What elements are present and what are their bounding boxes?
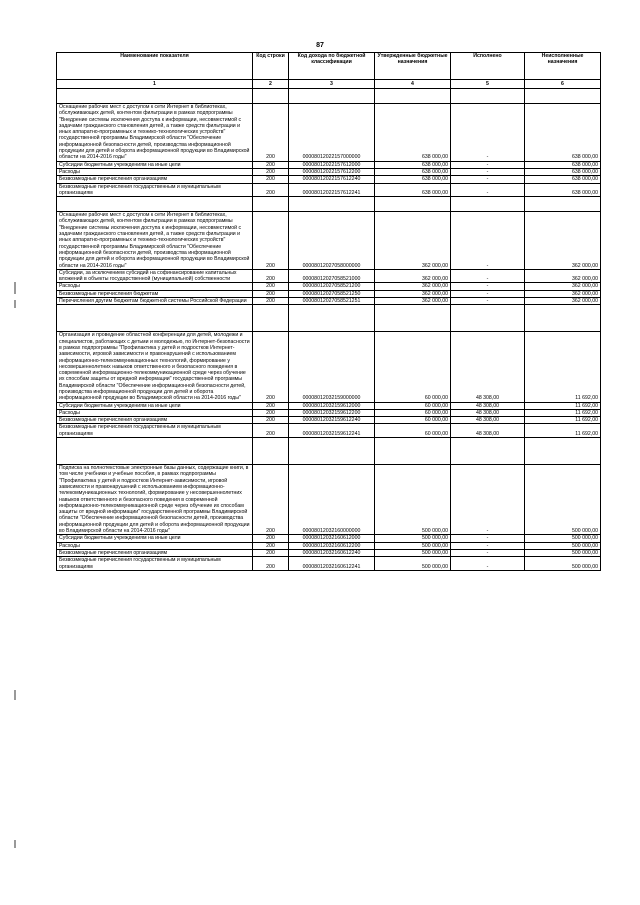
row-executed: - — [451, 161, 525, 168]
col-number: 5 — [451, 80, 525, 89]
scan-artifact — [14, 282, 16, 294]
block-spacer-row — [57, 197, 601, 212]
row-line-code: 200 — [253, 161, 289, 168]
row-unexecuted: 500 000,00 — [525, 542, 601, 549]
page-number: 87 — [316, 42, 324, 49]
row-approved: 500 000,00 — [375, 557, 451, 571]
table-row — [57, 176, 601, 183]
row-executed: 48 308,00 — [451, 402, 525, 409]
header-income-code: Код дохода по бюджетной классификации — [289, 53, 375, 80]
row-executed: - — [451, 269, 525, 283]
spacer-cell — [57, 197, 253, 212]
block-spacer-row — [57, 305, 601, 332]
row-income-code: 00008012032160612200 — [289, 542, 375, 549]
spacer-cell — [375, 438, 451, 465]
block-spacer-row — [57, 438, 601, 465]
spacer-cell — [451, 89, 525, 104]
block-spacer-row — [57, 89, 601, 104]
row-line-code: 200 — [253, 104, 289, 162]
row-name: Оснащение рабочих мест с доступом к сети Интернет в библиотеках, обслуживающих детей, контентом фильтрации в рамках подпрограммы "Внедрение системы исключения доступа к информации, несовместимой с задачами гражданского становления детей, а также средств фильтрации и иных аппаратно-программных и технико-технологических устройств" государственной программы Владимирской области "Обеспечение информационной безопасности детей, производства информационной продукции для детей и оборота информационной продукции во Владимирской области на 2014-2016 годы" — [57, 104, 253, 162]
row-approved: 60 000,00 — [375, 332, 451, 402]
row-executed: 48 308,00 — [451, 424, 525, 438]
spacer-cell — [289, 89, 375, 104]
row-line-code: 200 — [253, 542, 289, 549]
row-executed: - — [451, 298, 525, 305]
table-row — [57, 183, 601, 197]
row-executed: - — [451, 542, 525, 549]
spacer-cell — [525, 305, 601, 332]
row-name: Подписка на полнотекстовые электронные базы данных, содержащие книги, в том числе учебники и учебные пособия, в рамках подпрограммы "Профилактика у детей и подростков Интернет-зависимости, игровой зависимости и правонарушений с использованием информационно-телекоммуникационных технологий, формирование у несовершеннолетних навыков ответственного и безопасного поведения в современной информационно-телекоммуникационной среде через обучение их способам защиты от вредной информации" государственной программы Владимирской области "Обеспечение информационной безопасности детей, производства информационной продукции для детей и оборота информационной продукции во Владимирской области на 2014-2016 годы" — [57, 465, 253, 535]
row-approved: 500 000,00 — [375, 549, 451, 556]
spacer-cell — [253, 89, 289, 104]
table-row — [57, 298, 601, 305]
spacer-cell — [375, 197, 451, 212]
header-unexecuted: Неисполненные назначения — [525, 53, 601, 80]
row-unexecuted: 500 000,00 — [525, 557, 601, 571]
row-name: Перечисления другим бюджетам бюджетной системы Российской Федерации — [57, 298, 253, 305]
row-executed: - — [451, 290, 525, 297]
spacer-cell — [375, 305, 451, 332]
row-approved: 60 000,00 — [375, 402, 451, 409]
row-unexecuted: 11 692,00 — [525, 417, 601, 424]
row-unexecuted: 638 000,00 — [525, 183, 601, 197]
header-executed: Исполнено — [451, 53, 525, 80]
row-executed: 48 308,00 — [451, 409, 525, 416]
row-unexecuted: 11 692,00 — [525, 424, 601, 438]
row-unexecuted: 362 000,00 — [525, 290, 601, 297]
row-unexecuted: 11 692,00 — [525, 332, 601, 402]
spacer-cell — [253, 197, 289, 212]
row-line-code: 200 — [253, 465, 289, 535]
table-row — [57, 212, 601, 270]
scan-artifact — [14, 690, 16, 700]
row-name: Безвозмездные перечисления организациям — [57, 176, 253, 183]
spacer-cell — [253, 305, 289, 332]
row-executed: - — [451, 183, 525, 197]
row-unexecuted: 362 000,00 — [525, 283, 601, 290]
row-approved: 362 000,00 — [375, 298, 451, 305]
row-line-code: 200 — [253, 168, 289, 175]
col-number: 2 — [253, 80, 289, 89]
row-income-code: 00008012027058521000 — [289, 269, 375, 283]
row-line-code: 200 — [253, 212, 289, 270]
row-executed: - — [451, 176, 525, 183]
spacer-cell — [525, 197, 601, 212]
row-unexecuted: 11 692,00 — [525, 402, 601, 409]
table-row — [57, 465, 601, 535]
spacer-cell — [57, 438, 253, 465]
col-number: 1 — [57, 80, 253, 89]
row-name: Расходы — [57, 542, 253, 549]
row-name: Безвозмездные перечисления государственным и муниципальным организациям — [57, 424, 253, 438]
row-name: Безвозмездные перечисления организациям — [57, 417, 253, 424]
spacer-cell — [525, 89, 601, 104]
spacer-cell — [57, 305, 253, 332]
row-line-code: 200 — [253, 283, 289, 290]
header-approved: Утвержденные бюджетные назначения — [375, 53, 451, 80]
row-executed: - — [451, 549, 525, 556]
table-row — [57, 424, 601, 438]
row-executed: - — [451, 465, 525, 535]
scan-artifact — [14, 840, 16, 848]
row-name: Оснащение рабочих мест с доступом к сети Интернет в библиотеках, обслуживающих детей, контентом фильтрации в рамках подпрограммы "Внедрение системы исключения доступа к информации, несовместимой с задачами гражданского становления детей, а также средств фильтрации и иных аппаратно-программных и технико-технологических устройств" государственной программы Владимирской области "Обеспечение информационной безопасности детей, производства информационной продукции для детей и оборота информационной продукции во Владимирской области на 2014-2016 годы" — [57, 212, 253, 270]
row-line-code: 200 — [253, 332, 289, 402]
table-row — [57, 417, 601, 424]
header-row — [57, 53, 601, 80]
row-approved: 60 000,00 — [375, 417, 451, 424]
table-row — [57, 161, 601, 168]
row-name: Безвозмездные перечисления организациям — [57, 549, 253, 556]
row-income-code: 00008012032159612241 — [289, 424, 375, 438]
table-row — [57, 402, 601, 409]
table-row — [57, 283, 601, 290]
row-income-code: 00008012022157000000 — [289, 104, 375, 162]
row-name: Субсидии бюджетным учреждениям на иные цели — [57, 402, 253, 409]
row-income-code: 00008012022157612200 — [289, 168, 375, 175]
header-name: Наименование показателя — [57, 53, 253, 80]
table-row — [57, 168, 601, 175]
row-line-code: 200 — [253, 557, 289, 571]
row-income-code: 00008012022157612240 — [289, 176, 375, 183]
row-unexecuted: 362 000,00 — [525, 212, 601, 270]
row-executed: - — [451, 557, 525, 571]
row-name: Безвозмездные перечисления государственным и муниципальным организациям — [57, 183, 253, 197]
table-row — [57, 535, 601, 542]
row-approved: 60 000,00 — [375, 409, 451, 416]
row-unexecuted: 500 000,00 — [525, 465, 601, 535]
row-unexecuted: 638 000,00 — [525, 176, 601, 183]
row-name: Субсидии, за исключением субсидий на софинансирование капитальных вложений в объекты государственной (муниципальной) собственности — [57, 269, 253, 283]
table-row — [57, 542, 601, 549]
spacer-cell — [525, 438, 601, 465]
row-approved: 362 000,00 — [375, 290, 451, 297]
row-executed: - — [451, 168, 525, 175]
spacer-cell — [451, 438, 525, 465]
table-row — [57, 332, 601, 402]
row-approved: 500 000,00 — [375, 535, 451, 542]
row-approved: 362 000,00 — [375, 269, 451, 283]
row-line-code: 200 — [253, 402, 289, 409]
row-name: Субсидии бюджетным учреждениям на иные цели — [57, 161, 253, 168]
row-income-code: 00008012022157612000 — [289, 161, 375, 168]
row-unexecuted: 638 000,00 — [525, 104, 601, 162]
row-unexecuted: 500 000,00 — [525, 549, 601, 556]
row-name: Безвозмездные перечисления государственным и муниципальным организациям — [57, 557, 253, 571]
row-income-code: 00008012032159612200 — [289, 409, 375, 416]
col-number: 6 — [525, 80, 601, 89]
row-unexecuted: 638 000,00 — [525, 168, 601, 175]
col-number: 4 — [375, 80, 451, 89]
row-approved: 638 000,00 — [375, 104, 451, 162]
row-unexecuted: 11 692,00 — [525, 409, 601, 416]
row-line-code: 200 — [253, 290, 289, 297]
spacer-cell — [375, 89, 451, 104]
row-line-code: 200 — [253, 183, 289, 197]
row-name: Расходы — [57, 409, 253, 416]
column-number-row — [57, 80, 601, 89]
table-row — [57, 409, 601, 416]
row-name: Безвозмездные перечисления бюджетам — [57, 290, 253, 297]
table-row — [57, 290, 601, 297]
row-income-code: 00008012027058000000 — [289, 212, 375, 270]
row-unexecuted: 500 000,00 — [525, 535, 601, 542]
scan-artifact — [14, 300, 16, 308]
row-income-code: 00008012022157612241 — [289, 183, 375, 197]
row-line-code: 200 — [253, 269, 289, 283]
table-row — [57, 269, 601, 283]
spacer-cell — [289, 438, 375, 465]
row-name: Расходы — [57, 283, 253, 290]
row-line-code: 200 — [253, 417, 289, 424]
row-executed: - — [451, 104, 525, 162]
row-approved: 638 000,00 — [375, 168, 451, 175]
row-income-code: 00008012027058521200 — [289, 283, 375, 290]
table-row — [57, 549, 601, 556]
row-approved: 362 000,00 — [375, 283, 451, 290]
row-line-code: 200 — [253, 176, 289, 183]
row-name: Организация и проведение областной конференции для детей, молодежи и специалистов, работающих с детьми и молодежью, по Интернет-безопасности в рамках подпрограммы "Профилактика у детей и подростков Интернет-зависимости, игровой зависимости и правонарушений с использованием информационно-телекоммуникационных технологий, формирование у несовершеннолетних навыков ответственного и безопасного поведения в современной информационно-телекоммуникационной среде через обучение их способам защиты от вредной информации" государственной программы Владимирской области "Обеспечение информационной безопасности детей, производства информационной продукции для детей и оборота информационной продукции во Владимирской области на 2014-2016 годы" — [57, 332, 253, 402]
row-name: Субсидии бюджетным учреждениям на иные цели — [57, 535, 253, 542]
row-income-code: 00008012032160000000 — [289, 465, 375, 535]
row-executed: 48 308,00 — [451, 332, 525, 402]
row-approved: 500 000,00 — [375, 542, 451, 549]
row-approved: 638 000,00 — [375, 161, 451, 168]
row-income-code: 00008012032160612000 — [289, 535, 375, 542]
row-line-code: 200 — [253, 424, 289, 438]
row-unexecuted: 638 000,00 — [525, 161, 601, 168]
row-executed: 48 308,00 — [451, 417, 525, 424]
spacer-cell — [253, 438, 289, 465]
row-line-code: 200 — [253, 549, 289, 556]
row-executed: - — [451, 212, 525, 270]
row-approved: 500 000,00 — [375, 465, 451, 535]
row-income-code: 00008012032159612000 — [289, 402, 375, 409]
table-row — [57, 104, 601, 162]
row-approved: 362 000,00 — [375, 212, 451, 270]
row-approved: 60 000,00 — [375, 424, 451, 438]
row-unexecuted: 362 000,00 — [525, 269, 601, 283]
row-executed: - — [451, 283, 525, 290]
spacer-cell — [289, 197, 375, 212]
row-name: Расходы — [57, 168, 253, 175]
spacer-cell — [57, 89, 253, 104]
spacer-cell — [451, 305, 525, 332]
row-income-code: 00008012032159000000 — [289, 332, 375, 402]
spacer-cell — [451, 197, 525, 212]
row-line-code: 200 — [253, 535, 289, 542]
row-income-code: 00008012032160612240 — [289, 549, 375, 556]
header-line-code: Код строки — [253, 53, 289, 80]
row-line-code: 200 — [253, 409, 289, 416]
row-income-code: 00008012032159612240 — [289, 417, 375, 424]
budget-table — [56, 52, 601, 571]
row-income-code: 00008012027058521250 — [289, 290, 375, 297]
row-income-code: 00008012027058521251 — [289, 298, 375, 305]
row-line-code: 200 — [253, 298, 289, 305]
spacer-cell — [289, 305, 375, 332]
table-row — [57, 557, 601, 571]
row-unexecuted: 362 000,00 — [525, 298, 601, 305]
col-number: 3 — [289, 80, 375, 89]
row-income-code: 00008012032160612241 — [289, 557, 375, 571]
row-approved: 638 000,00 — [375, 176, 451, 183]
row-executed: - — [451, 535, 525, 542]
row-approved: 638 000,00 — [375, 183, 451, 197]
